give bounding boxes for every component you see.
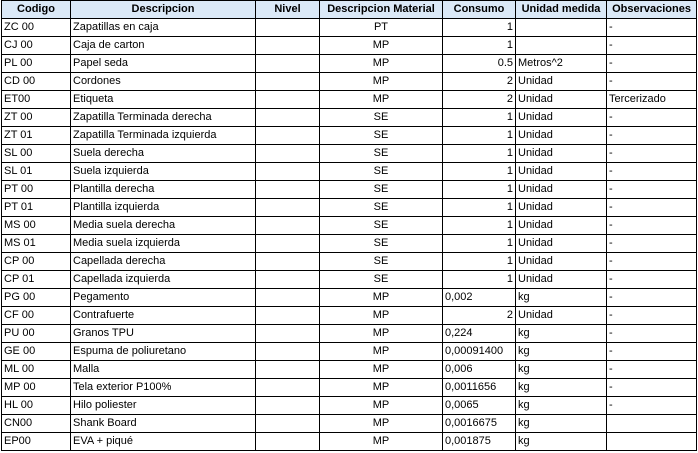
cell-codigo[interactable]: PT 00 (2, 181, 71, 199)
table-row (2, 37, 697, 55)
cell-codigo[interactable]: MS 00 (2, 217, 71, 235)
cell-unidad[interactable]: Unidad (516, 217, 607, 235)
cell-codigo[interactable]: MP 00 (2, 379, 71, 397)
cell-descripcion[interactable]: Tela exterior P100% (71, 379, 256, 397)
cell-consumo[interactable]: 2 (443, 73, 516, 91)
cell-nivel[interactable] (256, 19, 320, 37)
cell-material[interactable]: MP (320, 91, 443, 109)
table-row (2, 433, 697, 451)
cell-descripcion[interactable]: Papel seda (71, 55, 256, 73)
cell-descripcion[interactable]: Pegamento (71, 289, 256, 307)
cell-unidad[interactable]: Unidad (516, 235, 607, 253)
cell-nivel[interactable] (256, 379, 320, 397)
cell-consumo[interactable]: 2 (443, 307, 516, 325)
cell-unidad[interactable]: kg (516, 415, 607, 433)
cell-unidad[interactable]: Unidad (516, 307, 607, 325)
cell-codigo[interactable]: EP00 (2, 433, 71, 451)
cell-nivel[interactable] (256, 109, 320, 127)
cell-consumo[interactable]: 1 (443, 271, 516, 289)
cell-unidad[interactable]: kg (516, 325, 607, 343)
cell-unidad[interactable]: Metros^2 (516, 55, 607, 73)
cell-material[interactable]: PT (320, 19, 443, 37)
cell-consumo[interactable]: 0,006 (443, 361, 516, 379)
cell-nivel[interactable] (256, 433, 320, 451)
cell-observaciones[interactable]: - (607, 325, 697, 343)
cell-descripcion[interactable]: Zapatillas en caja (71, 19, 256, 37)
table-row (2, 325, 697, 343)
cell-consumo[interactable]: 0,002 (443, 289, 516, 307)
cell-material[interactable]: MP (320, 289, 443, 307)
cell-codigo[interactable]: HL 00 (2, 397, 71, 415)
table-row (2, 361, 697, 379)
cell-codigo[interactable]: GE 00 (2, 343, 71, 361)
cell-observaciones[interactable]: - (607, 199, 697, 217)
cell-unidad[interactable]: Unidad (516, 181, 607, 199)
cell-codigo[interactable]: ML 00 (2, 361, 71, 379)
cell-material[interactable]: MP (320, 55, 443, 73)
cell-material[interactable]: MP (320, 397, 443, 415)
cell-consumo[interactable]: 0,224 (443, 325, 516, 343)
cell-codigo[interactable]: CP 01 (2, 271, 71, 289)
cell-descripcion[interactable]: Hilo poliester (71, 397, 256, 415)
cell-unidad[interactable]: Unidad (516, 253, 607, 271)
column-header-nivel[interactable]: Nivel (256, 1, 320, 19)
cell-nivel[interactable] (256, 73, 320, 91)
cell-nivel[interactable] (256, 145, 320, 163)
cell-nivel[interactable] (256, 127, 320, 145)
cell-unidad[interactable]: Unidad (516, 73, 607, 91)
cell-observaciones[interactable]: - (607, 127, 697, 145)
cell-observaciones[interactable]: - (607, 73, 697, 91)
table-row (2, 235, 697, 253)
cell-observaciones[interactable]: - (607, 235, 697, 253)
cell-codigo[interactable]: PL 00 (2, 55, 71, 73)
cell-codigo[interactable]: CN00 (2, 415, 71, 433)
cell-material[interactable]: SE (320, 181, 443, 199)
cell-observaciones[interactable]: - (607, 361, 697, 379)
cell-descripcion[interactable]: Media suela izquierda (71, 235, 256, 253)
cell-material[interactable]: SE (320, 235, 443, 253)
table-row (2, 217, 697, 235)
cell-consumo[interactable]: 0.5 (443, 55, 516, 73)
cell-nivel[interactable] (256, 307, 320, 325)
cell-descripcion[interactable]: Contrafuerte (71, 307, 256, 325)
cell-nivel[interactable] (256, 91, 320, 109)
cell-unidad[interactable] (516, 19, 607, 37)
cell-material[interactable]: MP (320, 307, 443, 325)
cell-unidad[interactable]: Unidad (516, 127, 607, 145)
cell-material[interactable]: MP (320, 37, 443, 55)
cell-observaciones[interactable]: - (607, 307, 697, 325)
cell-consumo[interactable]: 1 (443, 127, 516, 145)
cell-nivel[interactable] (256, 181, 320, 199)
cell-unidad[interactable]: kg (516, 289, 607, 307)
cell-consumo[interactable]: 1 (443, 235, 516, 253)
cell-observaciones[interactable] (607, 433, 697, 451)
cell-material[interactable]: SE (320, 271, 443, 289)
cell-descripcion[interactable]: Shank Board (71, 415, 256, 433)
cell-observaciones[interactable]: - (607, 343, 697, 361)
table-row (2, 55, 697, 73)
table-row (2, 19, 697, 37)
cell-nivel[interactable] (256, 37, 320, 55)
cell-nivel[interactable] (256, 271, 320, 289)
table-row (2, 397, 697, 415)
cell-consumo[interactable]: 1 (443, 199, 516, 217)
cell-consumo[interactable]: 1 (443, 145, 516, 163)
cell-nivel[interactable] (256, 199, 320, 217)
column-header-descripcion-material[interactable]: Descripcion Material (320, 1, 443, 19)
cell-unidad[interactable]: Unidad (516, 199, 607, 217)
cell-descripcion[interactable]: Plantilla derecha (71, 181, 256, 199)
cell-material[interactable]: SE (320, 199, 443, 217)
cell-observaciones[interactable]: Tercerizado (607, 91, 697, 109)
cell-consumo[interactable]: 1 (443, 181, 516, 199)
cell-codigo[interactable]: PG 00 (2, 289, 71, 307)
cell-consumo[interactable]: 0,0065 (443, 397, 516, 415)
table-row (2, 91, 697, 109)
cell-material[interactable]: MP (320, 325, 443, 343)
cell-observaciones[interactable]: - (607, 181, 697, 199)
cell-material[interactable]: MP (320, 343, 443, 361)
cell-unidad[interactable]: Unidad (516, 91, 607, 109)
cell-codigo[interactable]: CD 00 (2, 73, 71, 91)
cell-descripcion[interactable]: Zapatilla Terminada izquierda (71, 127, 256, 145)
cell-descripcion[interactable]: Cordones (71, 73, 256, 91)
cell-observaciones[interactable]: - (607, 253, 697, 271)
cell-consumo[interactable]: 1 (443, 217, 516, 235)
cell-nivel[interactable] (256, 217, 320, 235)
cell-consumo[interactable]: 0,0016675 (443, 415, 516, 433)
table-row (2, 379, 697, 397)
cell-codigo[interactable]: PU 00 (2, 325, 71, 343)
table-row (2, 271, 697, 289)
cell-consumo[interactable]: 0,00091400 (443, 343, 516, 361)
cell-descripcion[interactable]: Caja de carton (71, 37, 256, 55)
cell-material[interactable]: MP (320, 415, 443, 433)
cell-codigo[interactable]: SL 00 (2, 145, 71, 163)
cell-material[interactable]: SE (320, 145, 443, 163)
cell-codigo[interactable]: SL 01 (2, 163, 71, 181)
cell-nivel[interactable] (256, 55, 320, 73)
cell-nivel[interactable] (256, 253, 320, 271)
cell-consumo[interactable]: 1 (443, 163, 516, 181)
table-row (2, 415, 697, 433)
cell-consumo[interactable]: 0,0011656 (443, 379, 516, 397)
cell-unidad[interactable]: kg (516, 397, 607, 415)
cell-material[interactable]: SE (320, 109, 443, 127)
table-row (2, 307, 697, 325)
cell-descripcion[interactable]: Zapatilla Terminada derecha (71, 109, 256, 127)
cell-consumo[interactable]: 1 (443, 37, 516, 55)
cell-observaciones[interactable] (607, 415, 697, 433)
table-row (2, 73, 697, 91)
cell-consumo[interactable]: 1 (443, 19, 516, 37)
cell-descripcion[interactable]: Malla (71, 361, 256, 379)
cell-nivel[interactable] (256, 325, 320, 343)
cell-material[interactable]: MP (320, 361, 443, 379)
table-row (2, 109, 697, 127)
cell-observaciones[interactable]: - (607, 109, 697, 127)
cell-unidad[interactable]: kg (516, 379, 607, 397)
bom-table (1, 0, 697, 451)
cell-descripcion[interactable]: Suela derecha (71, 145, 256, 163)
cell-descripcion[interactable]: Media suela derecha (71, 217, 256, 235)
cell-consumo[interactable]: 2 (443, 91, 516, 109)
cell-observaciones[interactable]: - (607, 289, 697, 307)
cell-material[interactable]: SE (320, 217, 443, 235)
cell-observaciones[interactable]: - (607, 217, 697, 235)
cell-unidad[interactable] (516, 37, 607, 55)
cell-nivel[interactable] (256, 361, 320, 379)
column-header-observaciones[interactable]: Observaciones (607, 1, 697, 19)
cell-descripcion[interactable]: Capellada derecha (71, 253, 256, 271)
table-row (2, 181, 697, 199)
cell-descripcion[interactable]: Suela izquierda (71, 163, 256, 181)
cell-nivel[interactable] (256, 289, 320, 307)
cell-unidad[interactable]: kg (516, 343, 607, 361)
cell-nivel[interactable] (256, 343, 320, 361)
cell-codigo[interactable]: CJ 00 (2, 37, 71, 55)
cell-observaciones[interactable]: - (607, 271, 697, 289)
cell-consumo[interactable]: 1 (443, 109, 516, 127)
cell-codigo[interactable]: ZT 01 (2, 127, 71, 145)
cell-observaciones[interactable]: - (607, 397, 697, 415)
cell-unidad[interactable]: Unidad (516, 163, 607, 181)
cell-descripcion[interactable]: Capellada izquierda (71, 271, 256, 289)
cell-codigo[interactable]: MS 01 (2, 235, 71, 253)
table-row (2, 289, 697, 307)
column-header-consumo[interactable]: Consumo (443, 1, 516, 19)
cell-unidad[interactable]: kg (516, 361, 607, 379)
cell-nivel[interactable] (256, 397, 320, 415)
cell-unidad[interactable]: kg (516, 433, 607, 451)
cell-codigo[interactable]: ZC 00 (2, 19, 71, 37)
cell-descripcion[interactable]: Etiqueta (71, 91, 256, 109)
table-row (2, 253, 697, 271)
table-row (2, 343, 697, 361)
cell-material[interactable]: SE (320, 253, 443, 271)
cell-material[interactable]: MP (320, 379, 443, 397)
cell-material[interactable]: SE (320, 163, 443, 181)
cell-nivel[interactable] (256, 415, 320, 433)
table-row (2, 199, 697, 217)
cell-codigo[interactable]: PT 01 (2, 199, 71, 217)
cell-unidad[interactable]: Unidad (516, 271, 607, 289)
cell-observaciones[interactable]: - (607, 55, 697, 73)
table-row (2, 145, 697, 163)
cell-descripcion[interactable]: Plantilla izquierda (71, 199, 256, 217)
column-header-unidad-medida[interactable]: Unidad medida (516, 1, 607, 19)
cell-nivel[interactable] (256, 163, 320, 181)
table-row (2, 163, 697, 181)
column-header-descripcion[interactable]: Descripcion (71, 1, 256, 19)
cell-observaciones[interactable]: - (607, 19, 697, 37)
table-row (2, 127, 697, 145)
cell-observaciones[interactable]: - (607, 37, 697, 55)
cell-material[interactable]: SE (320, 127, 443, 145)
cell-observaciones[interactable]: - (607, 379, 697, 397)
cell-consumo[interactable]: 1 (443, 253, 516, 271)
cell-codigo[interactable]: CP 00 (2, 253, 71, 271)
header-row (2, 1, 697, 19)
cell-unidad[interactable]: Unidad (516, 145, 607, 163)
cell-material[interactable]: MP (320, 433, 443, 451)
cell-observaciones[interactable]: - (607, 145, 697, 163)
cell-observaciones[interactable]: - (607, 163, 697, 181)
cell-consumo[interactable]: 0,001875 (443, 433, 516, 451)
cell-descripcion[interactable]: EVA + piqué (71, 433, 256, 451)
cell-nivel[interactable] (256, 235, 320, 253)
cell-codigo[interactable]: ZT 00 (2, 109, 71, 127)
cell-descripcion[interactable]: Granos TPU (71, 325, 256, 343)
cell-descripcion[interactable]: Espuma de poliuretano (71, 343, 256, 361)
cell-codigo[interactable]: ET00 (2, 91, 71, 109)
cell-unidad[interactable]: Unidad (516, 109, 607, 127)
column-header-codigo[interactable]: Codigo (2, 1, 71, 19)
cell-material[interactable]: MP (320, 73, 443, 91)
cell-codigo[interactable]: CF 00 (2, 307, 71, 325)
